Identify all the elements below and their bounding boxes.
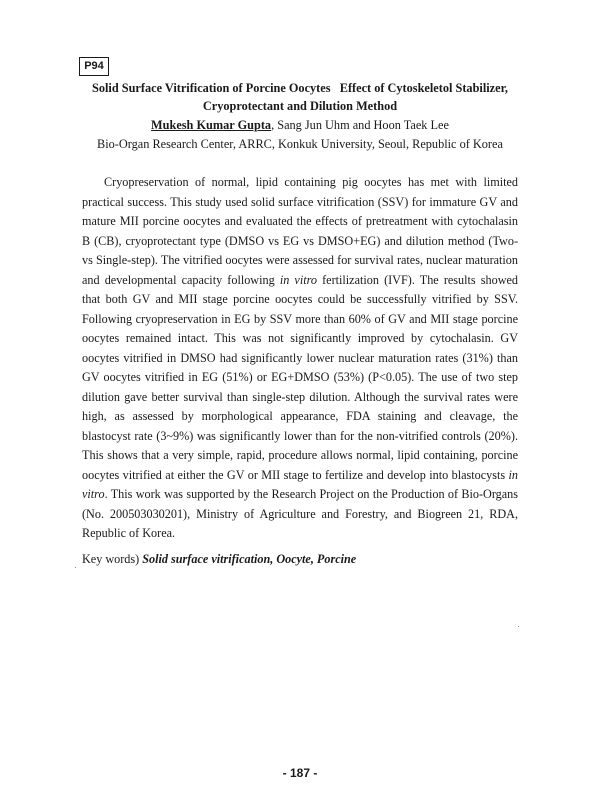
abstract-text-1: Cryopreservation of normal, lipid containing pig oocytes has met with limited practical success. This study used solid surface vitrification (SSV) for immature GV and mature MII porcine oocytes and evaluated the effects of pretreatment with cytochalasin B (CB), cryoprotectant type (DMSO vs EG vs DMSO+EG) and dilution method (Two- vs Single-step). The vitrified oocytes were assessed for survival rates, nuclear maturation and developmental capacity following <box>82 175 518 287</box>
scan-speck <box>75 567 76 568</box>
title-line-2: Cryoprotectant and Dilution Method <box>202 99 398 113</box>
abstract-italic-2: in vitro <box>82 467 518 501</box>
keywords <box>82 550 518 568</box>
co-authors: , Sang Jun Uhm and Hoon Taek Lee <box>271 118 449 132</box>
keywords-label: Key words) <box>82 552 143 566</box>
abstract-code-box: P94 <box>79 57 109 76</box>
presenting-author: Mukesh Kumar Gupta <box>151 118 272 132</box>
title-line-1: Solid Surface Vitrification of Porcine Oocytes Effect of Cytoskeletol Stabilizer, <box>92 81 508 95</box>
keywords-terms: Solid surface vitrification, Oocyte, Porcine <box>142 552 357 566</box>
page-number: - 187 - <box>282 766 318 780</box>
scan-speck <box>518 626 519 627</box>
abstract-body <box>82 173 518 544</box>
abstract-text-2: fertilization (IVF). The results showed that both GV and MII stage porcine oocytes could be successfully vitrified by SSV. Following cryopreservation in EG by SSV more than 60% of GV and MII stage porcine oocytes remained intact. This was not significantly improved by cytochalasin. GV oocytes vitrified in DMSO had significantly lower nuclear maturation rates (31%) than GV oocytes vitrified in EG (51%) or EG+DMSO (53%) (P<0.05). The use of two step dilution gave better survival than single-step dilution. Although the survival rates were high, as assessed by morphological appearance, FDA staining and cleavage, the blastocyst rate (3~9%) was significantly lower than for the non-vitrified controls (20%). This shows that a very simple, rapid, procedure allows normal, lipid containing, porcine oocytes vitrified at either the GV or MII stage to fertilize and develop into blastocysts <box>82 272 519 482</box>
paper-title <box>70 79 530 115</box>
abstract-italic-1: in vitro <box>279 272 317 287</box>
affiliation: Bio-Organ Research Center, ARRC, Konkuk University, Seoul, Republic of Korea <box>97 137 503 151</box>
abstract-text-3: . This work was supported by the Research Project on the Production of Bio-Organs (No. 200503030201), Ministry of Agriculture and Forestry, and Biogreen 21, RDA, Republic of Korea. <box>82 487 518 540</box>
author-list <box>70 116 530 134</box>
